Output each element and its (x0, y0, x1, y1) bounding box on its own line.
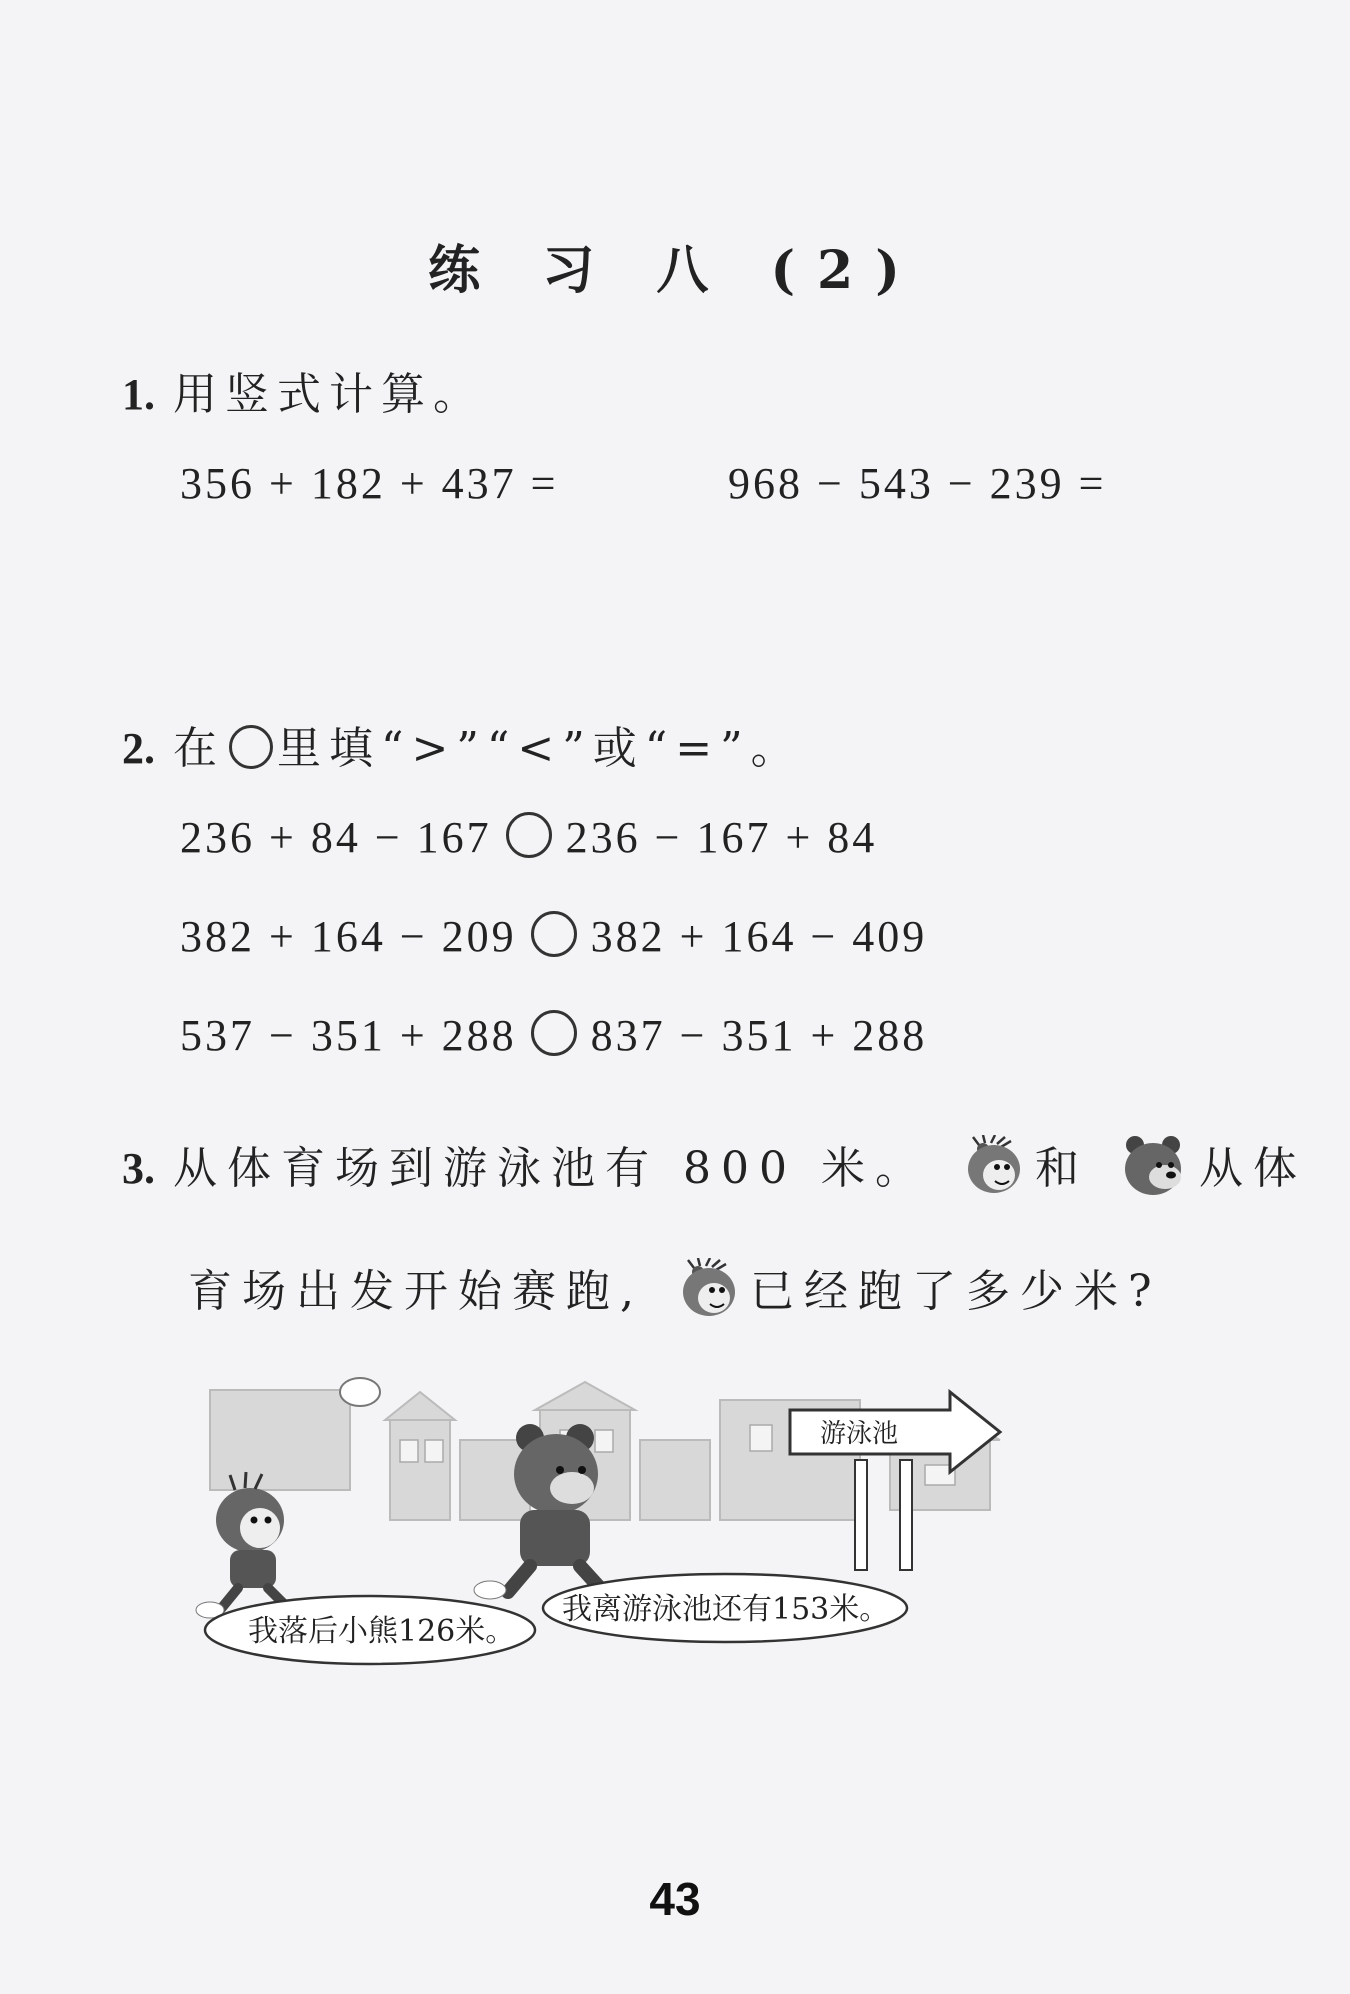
monkey-icon (961, 1135, 1027, 1208)
monkey-icon (676, 1258, 742, 1331)
answer-circle[interactable] (506, 812, 552, 858)
question-1-heading (122, 358, 485, 422)
monkey-runner (196, 1472, 286, 1618)
question-3-line-2 (188, 1255, 1162, 1331)
comparison-left: 236 + 84 − 167 (180, 813, 492, 862)
q1-expression-right: 968 − 543 − 239 = (728, 459, 1107, 508)
question-3-text-b: 和 (1034, 1143, 1089, 1194)
comparison-left: 537 − 351 + 288 (180, 1011, 517, 1060)
answer-circle[interactable] (531, 1010, 577, 1056)
question-2-number: 2. (122, 724, 155, 773)
monkey-speech-text: 我落后小熊126米。 (248, 1614, 516, 1649)
comparison-left: 382 + 164 − 209 (180, 912, 517, 961)
question-3-text-e: 已经跑了多少米? (750, 1266, 1162, 1317)
monkey-speech-bubble (205, 1596, 535, 1664)
comparison-row (180, 911, 927, 962)
comparison-right: 382 + 164 − 409 (590, 912, 928, 961)
comparison-right: 837 − 351 + 288 (590, 1011, 928, 1060)
bear-speech-bubble (543, 1574, 907, 1642)
blank-circle-icon (229, 725, 273, 769)
comparison-right: 236 − 167 + 84 (565, 813, 878, 862)
comparison-row (180, 1010, 927, 1061)
sign-label: 游泳池 (820, 1419, 899, 1449)
race-illustration (190, 1370, 1070, 1670)
question-3-line-1 (122, 1132, 1307, 1208)
bear-icon (1121, 1133, 1191, 1208)
page-number: 43 (649, 1873, 701, 1925)
answer-circle[interactable] (531, 911, 577, 957)
question-2-heading (122, 712, 803, 776)
comparison-row (180, 812, 877, 863)
page-title: 练 习 八 (2) (428, 240, 922, 301)
question-3-text-a: 从体育场到游泳池有 800 米。 (173, 1143, 929, 1194)
q1-expression-left: 356 + 182 + 437 = (180, 459, 559, 508)
question-1-prompt: 用竖式计算。 (173, 369, 485, 420)
question-1-number: 1. (122, 370, 155, 419)
question-3-number: 3. (122, 1144, 155, 1193)
question-3-text-d: 育场出发开始赛跑, (188, 1266, 644, 1317)
bear-speech-text: 我离游泳池还有153米。 (562, 1592, 890, 1627)
question-3-text-c: 从体 (1198, 1143, 1307, 1194)
question-2-prompt-a: 在 (173, 723, 225, 774)
question-2-prompt-b: 里填“>”“<”或“=”。 (277, 723, 803, 774)
